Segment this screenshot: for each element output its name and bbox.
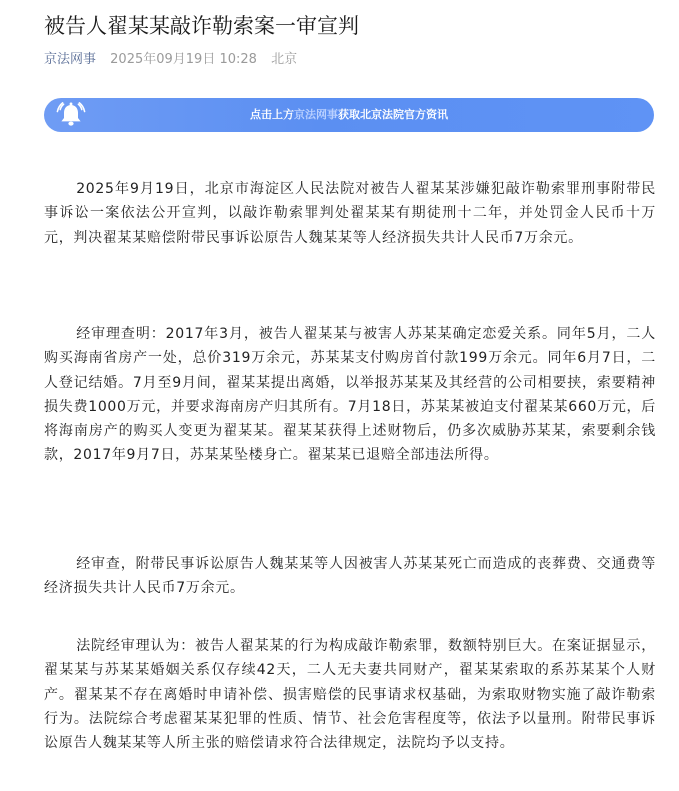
- publish-time: 2025年09月19日 10:28: [110, 52, 257, 67]
- article-title: 被告人翟某某敲诈勒索案一审宣判: [44, 14, 359, 38]
- source-link[interactable]: 京法网事: [44, 52, 97, 67]
- publish-location: 北京: [271, 52, 298, 67]
- follow-banner[interactable]: [44, 98, 654, 132]
- banner-source-link[interactable]: 京法网事: [294, 108, 338, 121]
- banner-text-before: 点击上方: [250, 108, 294, 121]
- banner-text: [44, 98, 654, 132]
- paragraph-verdict: 2025年9月19日，北京市海淀区人民法院对被告人翟某某涉嫌犯敲诈勒索罪刑事附带民事诉讼一案依法公开宣判，以敲诈勒索罪判处翟某某有期徒刑十二年，并处罚金人民币十万元，判决翟某某赔偿附带民事诉讼原告人魏某某等人经济损失共计人民币7万余元。: [44, 181, 656, 246]
- paragraph-court-opinion: 法院经审理认为：被告人翟某某的行为构成敲诈勒索罪，数额特别巨大。在案证据显示，翟某某与苏某某婚姻关系仅存续42天，二人无夫妻共同财产，翟某某索取的系苏某某个人财产。翟某某不存在离婚时申请补偿、损害赔偿的民事请求权基础，为索取财物实施了敲诈勒索行为。法院综合考虑翟某某犯罪的性质、情节、社会危害程度等，依法予以量刑。附带民事诉讼原告人魏某某等人所主张的赔偿请求符合法律规定，法院均予以支持。: [44, 638, 656, 752]
- article-meta: [44, 50, 297, 70]
- banner-text-after: 获取北京法院官方资讯: [338, 108, 448, 121]
- paragraph-facts: 经审理查明：2017年3月，被告人翟某某与被害人苏某某确定恋爱关系。同年5月，二人购买海南省房产一处，总价319万余元，苏某某支付购房首付款199万余元。同年6月7日，二人登记结婚。7月至9月间，翟某某提出离婚，以举报苏某某及其经营的公司相要挟，索要精神损失费1000万元，并要求海南房产归其所有。7月18日，苏某某被迫支付翟某某660万元，后将海南房产的购买人变更为翟某某。翟某某获得上述财物后，仍多次威胁苏某某，索要剩余钱款，2017年9月7日，苏某某坠楼身亡。翟某某已退赔全部违法所得。: [44, 326, 656, 464]
- paragraph-civil-claim: 经审查，附带民事诉讼原告人魏某某等人因被害人苏某某死亡而造成的丧葬费、交通费等经济损失共计人民币7万余元。: [44, 556, 656, 597]
